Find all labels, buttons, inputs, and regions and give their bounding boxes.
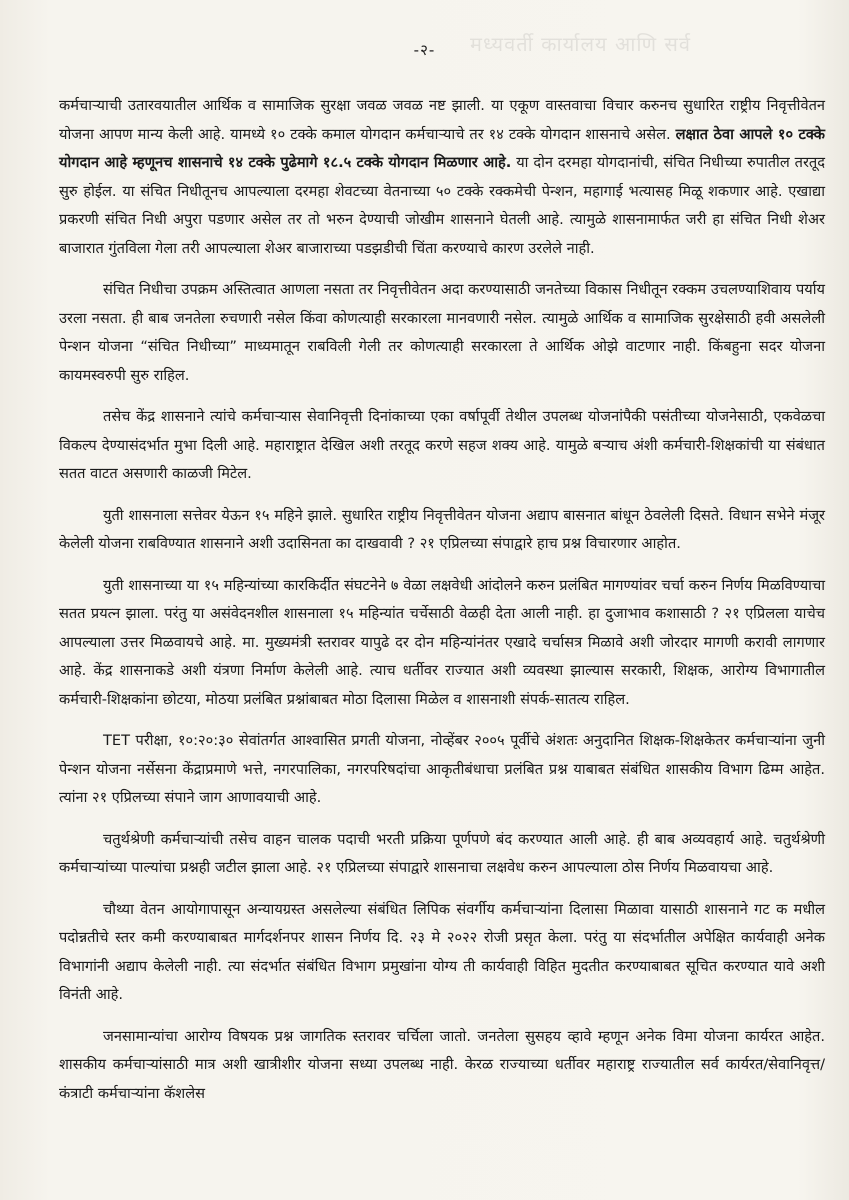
paragraph-1 [59,92,825,263]
paragraph-1-text-end: या दोन दरमहा योगदानांची, संचित निधीच्या रुपातील तरतूद सुरु होईल. या संचित निधीतूनच आपल्याला दरमहा शेवटच्या वेतनाच्या ५० टक्के रक्कमेची पेन्शन, महागाई भत्यासह मिळू शकणार आहे. एखाद्या प्रकरणी संचित निधी अपुरा पडणार असेल तर तो भरुन देण्याची जोखीम शासनाने घेतली आहे. त्यामुळे शासनामार्फत जरी हा संचित निधी शेअर बाजारात गुंतविला गेला तरी आपल्याला शेअर बाजाराच्या पडझडीची चिंता करण्याचे कारण उरलेले नाही. [59,154,825,257]
paragraph-1-bold-highlight: लक्षात ठेवा आपले १० टक्के योगदान आहे म्हणूनच शासनाचे १४ टक्के पुढेमागे १८.५ टक्के योगदान मिळणार आहे. [59,125,826,171]
paragraph-7: चतुर्थश्रेणी कर्मचाऱ्यांची तसेच वाहन चालक पदाची भरती प्रक्रिया पूर्णपणे बंद करण्यात आली आहे. ही बाब अव्यवहार्य आहे. चतुर्थश्रेणी कर्मचाऱ्यांच्या पाल्यांचा प्रश्नही जटील झाला आहे. २१ एप्रिलच्या संपाद्वारे शासनाचा लक्षवेध करुन आपल्याला ठोस निर्णय मिळवायचा आहे. [59,830,825,876]
page-number: -२- [413,41,436,59]
document-body [59,92,825,1121]
paragraph-8: चौथ्या वेतन आयोगापासून अन्यायग्रस्त असलेल्या संबंधित लिपिक संवर्गीय कर्मचाऱ्यांना दिलासा मिळावा यासाठी शासनाने गट क मधील पदोन्नतीचे स्तर कमी करण्याबाबत मार्गदर्शनपर शासन निर्णय दि. २३ मे २०२२ रोजी प्रसृत केला. परंतु या संदर्भातील अपेक्षित कार्यवाही अनेक विभागांनी अद्याप केलेली नाही. त्या संदर्भात संबंधित विभाग प्रमुखांना योग्य ती कार्यवाही विहित मुदतीत करण्याबाबत सूचित करण्यात यावे अशी विनंती आहे. [59,900,825,1003]
paragraph-2: संचित निधीचा उपक्रम अस्तित्वात आणला नसता तर निवृत्तीवेतन अदा करण्यासाठी जनतेच्या विकास निधीतून रक्कम उचलण्याशिवाय पर्याय उरला नसता. ही बाब जनतेला रुचणारी नसेल किंवा कोणत्याही सरकारला मानवणारी नसेल. त्यामुळे आर्थिक व सामाजिक सुरक्षेसाठी हवी असलेली पेन्शन योजना “संचित निधीच्या” माध्यमातून राबविली गेली तर कोणत्याही सरकारला ते आर्थिक ओझे वाटणार नाही. किंबहुना सदर योजना कायमस्वरुपी सुरु राहिल. [59,281,825,384]
paragraph-6: TET परीक्षा, १०:२०:३० सेवांतर्गत आश्वासित प्रगती योजना, नोव्हेंबर २००५ पूर्वीचे अंशतः अनुदानित शिक्षक-शिक्षकेतर कर्मचाऱ्यांना जुनी पेन्शन योजना नर्सेसना केंद्राप्रमाणे भत्ते, नगरपालिका, नगरपरिषदांचा आकृतीबंधाचा प्रलंबित प्रश्न याबाबत संबंधित शासकीय विभाग ढिम्म आहेत. त्यांना २१ एप्रिलच्या संपाने जाग आणावयाची आहे. [59,732,825,806]
bleed-through-text: मध्यवर्ती कार्यालय आणि सर्व [470,32,692,56]
paragraph-4: युती शासनाला सत्तेवर येऊन १५ महिने झाले. सुधारित राष्ट्रीय निवृत्तीवेतन योजना अद्याप बासनात बांधून ठेवलेली दिसते. विधान सभेने मंजूर केलेली योजना राबविण्यात शासनाने अशी उदासिनता का दाखवावी ? २१ एप्रिलच्या संपाद्वारे हाच प्रश्न विचारणार आहोत. [59,506,826,552]
paragraph-5: युती शासनाच्या या १५ महिन्यांच्या कारकिर्दीत संघटनेने ७ वेळा लक्षवेधी आंदोलने करुन प्रलंबित मागण्यांवर चर्चा करुन निर्णय मिळविण्याचा सतत प्रयत्न झाला. परंतु या असंवेदनशील शासनाला १५ महिन्यांत चर्चेसाठी वेळही देता आली नाही. हा दुजाभाव कशासाठी ? २१ एप्रिलला याचेच आपल्याला उत्तर मिळवायचे आहे. मा. मुख्यमंत्री स्तरावर यापुढे दर दोन महिन्यांनंतर एखादे चर्चासत्र मिळावे अशी जोरदार मागणी करावी लागणार आहे. केंद्र शासनाकडे अशी यंत्रणा निर्माण केलेली आहे. त्याच धर्तीवर राज्यात अशी व्यवस्था झाल्यास सरकारी, शिक्षक, आरोग्य विभागातील कर्मचारी-शिक्षकांना छोटया, मोठया प्रलंबित प्रश्नांबाबत मोठा दिलासा मिळेल व शासनाशी संपर्क-सातत्य राहिल. [59,576,825,708]
paragraph-3: तसेच केंद्र शासनाने त्यांचे कर्मचाऱ्यास सेवानिवृत्ती दिनांकाच्या एका वर्षापूर्वी तेथील उपलब्ध योजनांपैकी पसंतीच्या योजनेसाठी, एकवेळचा विकल्प देण्यासंदर्भात मुभा दिली आहे. महाराष्ट्रात देखिल अशी तरतूद करणे सहज शक्य आहे. यामुळे बऱ्याच अंशी कर्मचारी-शिक्षकांची या संबंधात सतत वाटत असणारी काळजी मिटेल. [59,408,825,482]
paragraph-9: जनसामान्यांचा आरोग्य विषयक प्रश्न जागतिक स्तरावर चर्चिला जातो. जनतेला सुसहय व्हावे म्हणून अनेक विमा योजना कार्यरत आहेत. शासकीय कर्मचाऱ्यांसाठी मात्र अशी खात्रीशीर योजना सध्या उपलब्ध नाही. केरळ राज्याच्या धर्तीवर महाराष्ट्र राज्यातील सर्व कार्यरत/सेवानिवृत्त/कंत्राटी कर्मचाऱ्यांना कॅशलेस [59,1027,825,1102]
paragraph-1-text-start: कर्मचाऱ्याची उतारवयातील आर्थिक व सामाजिक सुरक्षा जवळ जवळ नष्ट झाली. या एकूण वास्तवाचा विचार करुनच सुधारित राष्ट्रीय निवृत्तीवेतन योजना आपण मान्य केली आहे. यामध्ये १० टक्के कमाल योगदान कर्मचाऱ्याचे तर १४ टक्के योगदान शासनाचे असेल. [59,97,825,143]
